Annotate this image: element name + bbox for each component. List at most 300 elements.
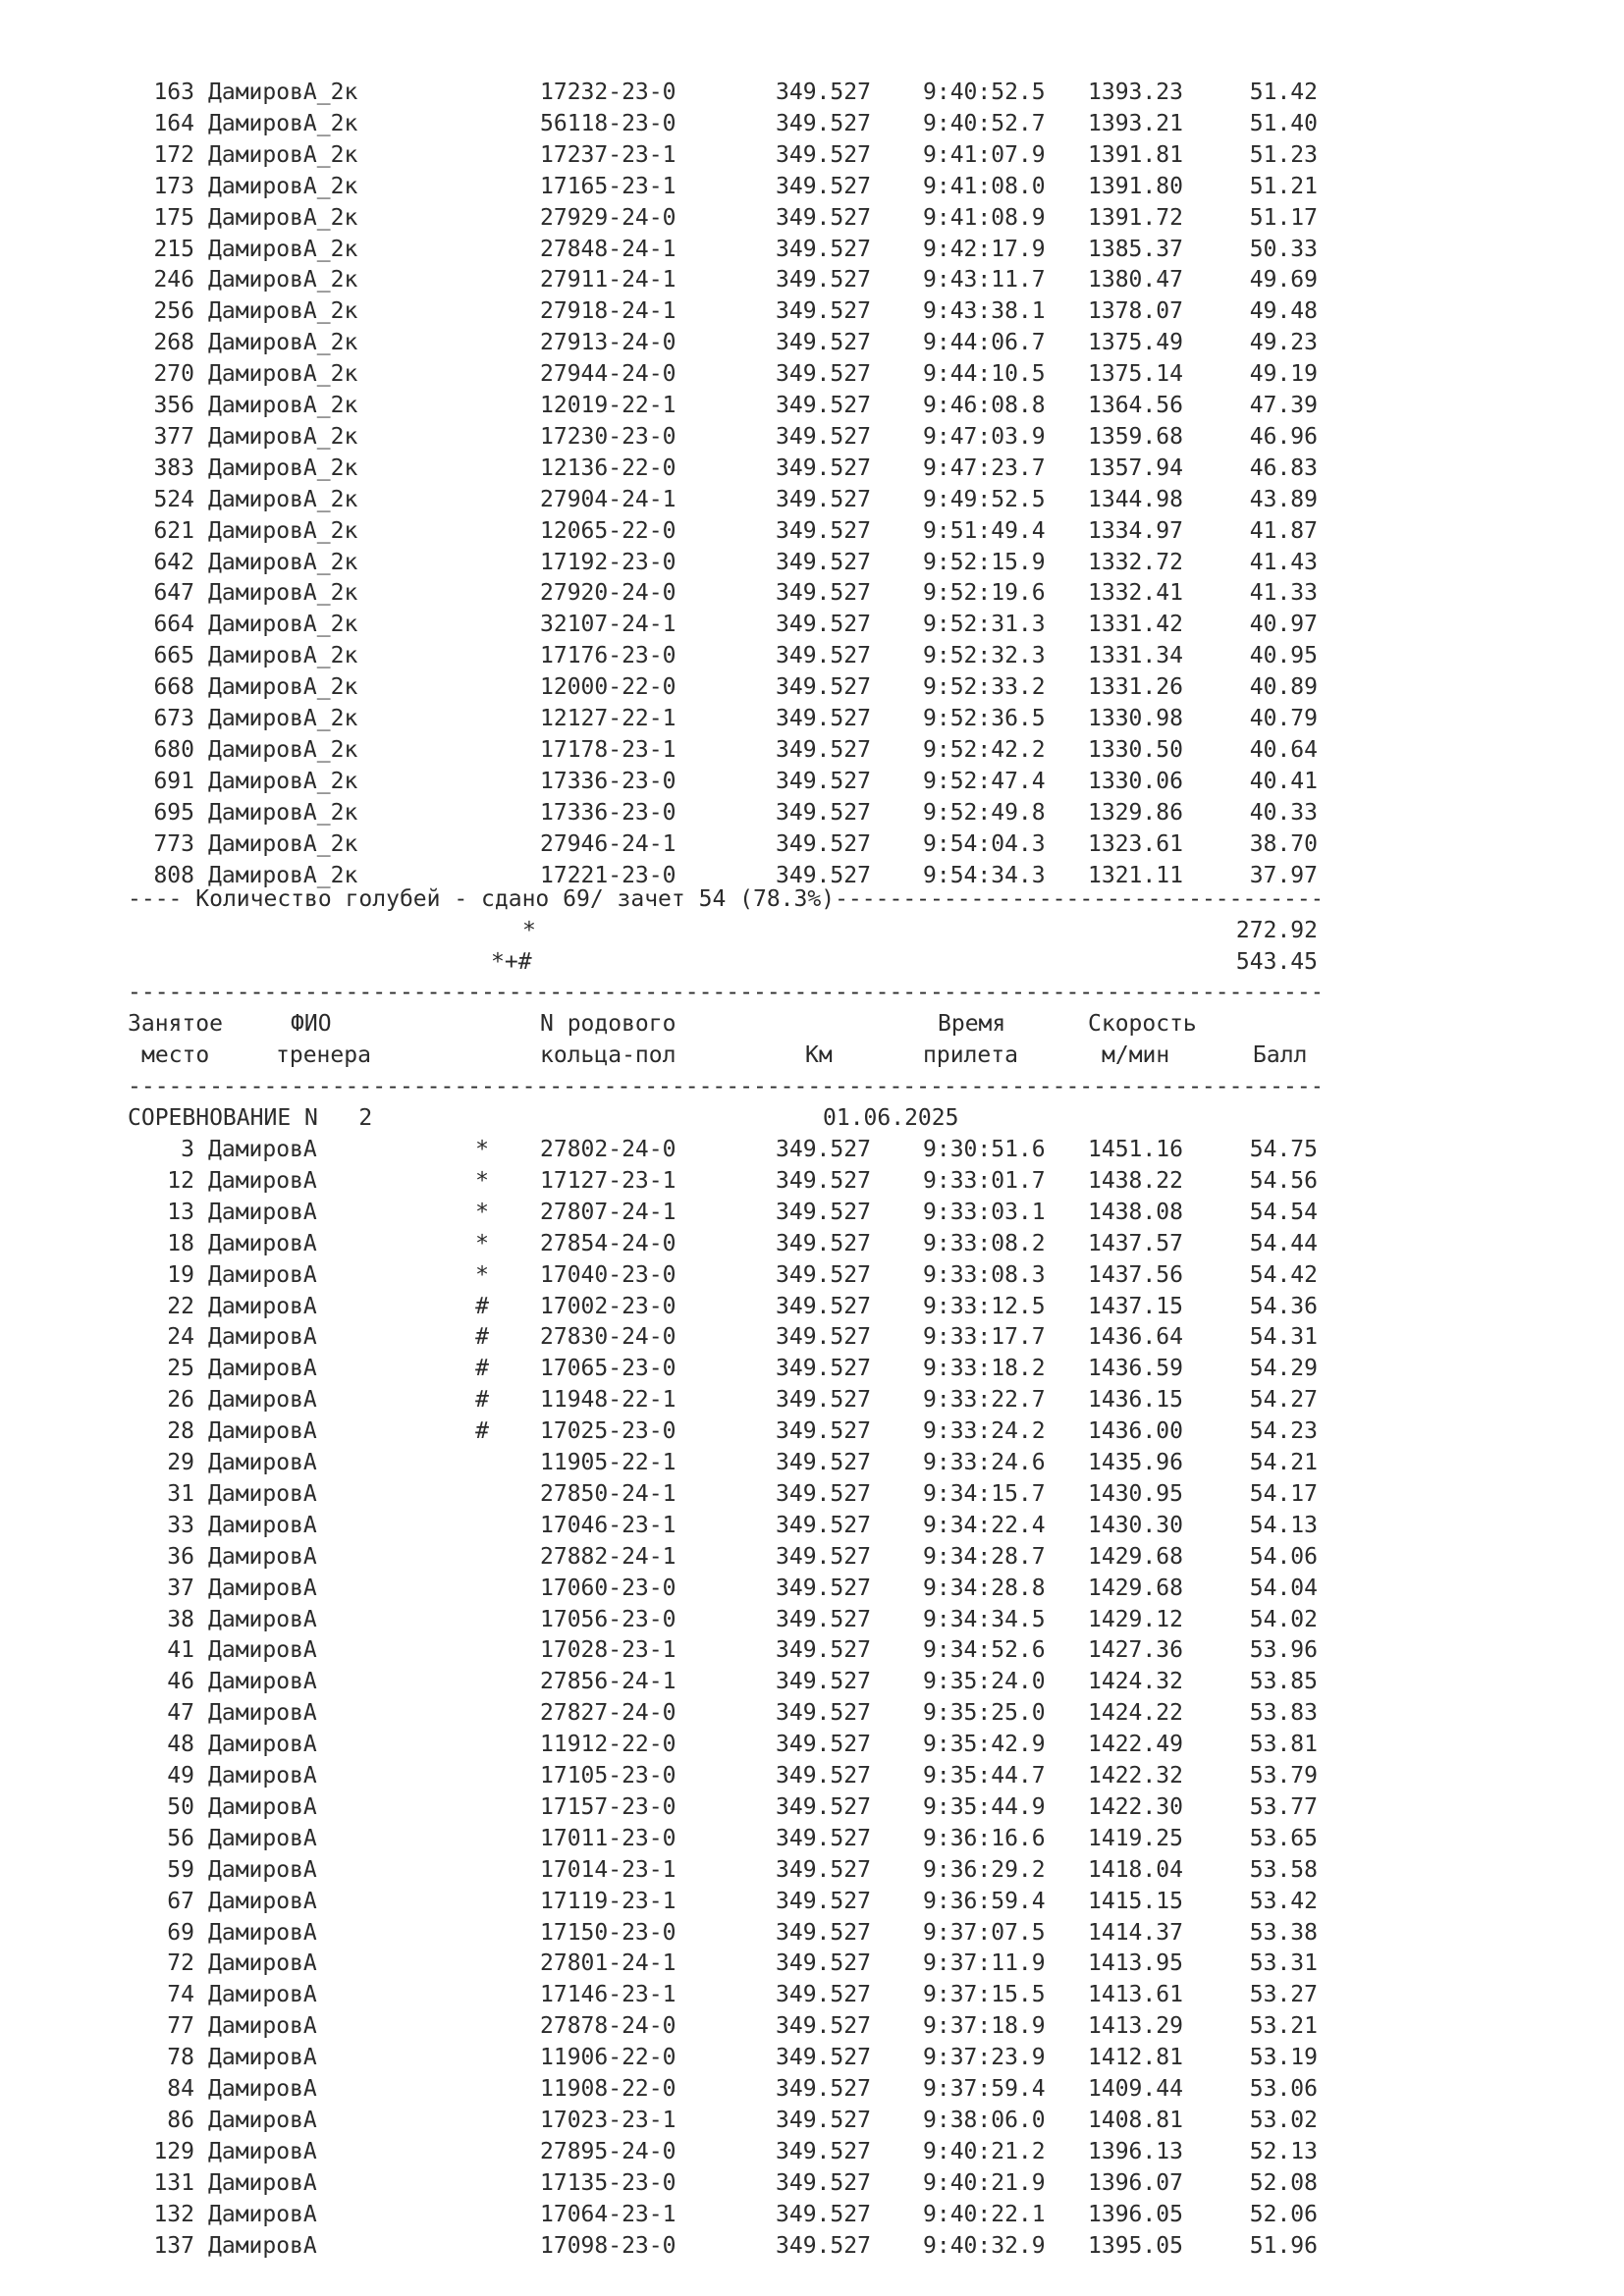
arrival-time-cell: 9:33:18.2 [923, 1356, 1046, 1382]
speed-cell: 1436.59 [1088, 1356, 1183, 1382]
trainer-cell: ДамировА [208, 1418, 317, 1445]
arrival-time-cell: 9:46:08.8 [923, 393, 1046, 418]
distance-cell: 349.527 [776, 2138, 871, 2164]
score-cell: 53.19 [1249, 2045, 1318, 2071]
mark-cell: # [475, 1293, 489, 1319]
score-cell: 40.33 [1249, 799, 1318, 826]
ring-number-cell: 27911-24-1 [540, 267, 677, 294]
score-cell: 41.87 [1249, 517, 1318, 544]
score-cell: 52.06 [1249, 2201, 1318, 2227]
score-cell: 54.23 [1249, 1418, 1318, 1445]
table-row [0, 1291, 1624, 1322]
table-row [0, 295, 1624, 327]
score-cell: 51.21 [1249, 173, 1318, 199]
speed-cell: 1438.22 [1088, 1167, 1183, 1194]
speed-cell: 1332.72 [1088, 549, 1183, 575]
place-cell: 48 [167, 1732, 194, 1758]
total-mark: * [522, 918, 536, 943]
distance-cell: 349.527 [776, 799, 871, 826]
speed-cell: 1437.57 [1088, 1230, 1183, 1256]
trainer-cell: ДамировА [208, 1700, 317, 1727]
trainer-cell: ДамировА [208, 1167, 317, 1194]
score-cell: 53.81 [1249, 1732, 1318, 1758]
speed-cell: 1330.06 [1088, 768, 1183, 794]
ring-number-cell: 27850-24-1 [540, 1480, 677, 1507]
distance-cell: 349.527 [776, 2107, 871, 2133]
speed-cell: 1380.47 [1088, 267, 1183, 294]
total-row-combined [0, 946, 1624, 978]
place-cell: 24 [167, 1324, 194, 1351]
ring-number-cell: 17232-23-0 [540, 80, 677, 105]
place-cell: 673 [153, 706, 194, 731]
ring-number-cell: 27878-24-0 [540, 2013, 677, 2040]
ring-number-cell: 17336-23-0 [540, 768, 677, 794]
distance-cell: 349.527 [776, 643, 871, 669]
trainer-cell: ДамировА [208, 2232, 317, 2259]
table-row [0, 609, 1624, 640]
arrival-time-cell: 9:33:24.2 [923, 1418, 1046, 1445]
ring-number-cell: 17178-23-1 [540, 736, 677, 763]
arrival-time-cell: 9:52:19.6 [923, 580, 1046, 607]
arrival-time-cell: 9:40:21.9 [923, 2169, 1046, 2196]
ring-number-cell: 17065-23-0 [540, 1356, 677, 1382]
distance-cell: 349.527 [776, 298, 871, 325]
speed-cell: 1430.30 [1088, 1512, 1183, 1538]
speed-cell: 1323.61 [1088, 830, 1183, 857]
trainer-cell: ДамировА [208, 1982, 317, 2008]
divider [128, 1071, 1320, 1102]
arrival-time-cell: 9:33:01.7 [923, 1167, 1046, 1194]
speed-cell: 1375.49 [1088, 330, 1183, 356]
place-cell: 38 [167, 1606, 194, 1632]
ring-number-cell: 56118-23-0 [540, 110, 677, 136]
speed-cell: 1427.36 [1088, 1637, 1183, 1664]
ring-number-cell: 17192-23-0 [540, 549, 677, 575]
speed-cell: 1424.32 [1088, 1669, 1183, 1695]
table-row [0, 358, 1624, 390]
score-cell: 51.40 [1249, 110, 1318, 136]
trainer-cell: ДамировА_2к [208, 330, 358, 356]
speed-cell: 1334.97 [1088, 517, 1183, 544]
table-row [0, 640, 1624, 671]
distance-cell: 349.527 [776, 173, 871, 199]
distance-cell: 349.527 [776, 768, 871, 794]
table-row [0, 2230, 1624, 2262]
table-row [0, 484, 1624, 515]
distance-cell: 349.527 [776, 674, 871, 701]
table-row [0, 1917, 1624, 1949]
arrival-time-cell: 9:37:11.9 [923, 1950, 1046, 1977]
arrival-time-cell: 9:54:04.3 [923, 830, 1046, 857]
ring-number-cell: 17221-23-0 [540, 862, 677, 888]
table-row [0, 202, 1624, 234]
score-cell: 41.33 [1249, 580, 1318, 607]
header-speed-1: Скорость [1088, 1011, 1197, 1037]
place-cell: 12 [167, 1167, 194, 1194]
speed-cell: 1396.07 [1088, 2169, 1183, 2196]
speed-cell: 1429.68 [1088, 1575, 1183, 1601]
trainer-cell: ДамировА_2к [208, 768, 358, 794]
score-cell: 54.29 [1249, 1356, 1318, 1382]
score-cell: 49.69 [1249, 267, 1318, 294]
speed-cell: 1437.15 [1088, 1293, 1183, 1319]
speed-cell: 1396.13 [1088, 2138, 1183, 2164]
trainer-cell: ДамировА_2к [208, 267, 358, 294]
speed-cell: 1331.42 [1088, 612, 1183, 638]
score-cell: 37.97 [1249, 862, 1318, 888]
table-row [0, 1259, 1624, 1291]
mark-cell: # [475, 1356, 489, 1382]
trainer-cell: ДамировА_2к [208, 486, 358, 512]
score-cell: 53.77 [1249, 1793, 1318, 1820]
place-cell: 41 [167, 1637, 194, 1664]
summary-lead-dashes: ---- [128, 886, 196, 912]
speed-cell: 1391.72 [1088, 204, 1183, 231]
place-cell: 137 [153, 2232, 194, 2259]
arrival-time-cell: 9:47:23.7 [923, 454, 1046, 481]
speed-cell: 1330.98 [1088, 706, 1183, 731]
arrival-time-cell: 9:35:24.0 [923, 1669, 1046, 1695]
distance-cell: 349.527 [776, 517, 871, 544]
trainer-cell: ДамировА_2к [208, 580, 358, 607]
arrival-time-cell: 9:33:08.2 [923, 1230, 1046, 1256]
ring-number-cell: 11948-22-1 [540, 1387, 677, 1414]
distance-cell: 349.527 [776, 1825, 871, 1851]
place-cell: 22 [167, 1293, 194, 1319]
ring-number-cell: 12127-22-1 [540, 706, 677, 731]
trainer-cell: ДамировА_2к [208, 612, 358, 638]
place-cell: 36 [167, 1543, 194, 1570]
score-cell: 53.27 [1249, 1982, 1318, 2008]
score-cell: 40.95 [1249, 643, 1318, 669]
ring-number-cell: 27802-24-0 [540, 1137, 677, 1162]
arrival-time-cell: 9:44:10.5 [923, 361, 1046, 388]
table-row [0, 1604, 1624, 1635]
table-row [0, 515, 1624, 547]
distance-cell: 349.527 [776, 1982, 871, 2008]
distance-cell: 349.527 [776, 1480, 871, 1507]
score-cell: 54.17 [1249, 1480, 1318, 1507]
trainer-cell: ДамировА [208, 1543, 317, 1570]
score-cell: 53.06 [1249, 2076, 1318, 2102]
score-cell: 53.85 [1249, 1669, 1318, 1695]
header-trainer-2: тренера [276, 1042, 371, 1068]
place-cell: 163 [153, 80, 194, 105]
table-row [0, 1823, 1624, 1854]
trainer-cell: ДамировА [208, 1825, 317, 1851]
distance-cell: 349.527 [776, 1793, 871, 1820]
distance-cell: 349.527 [776, 1606, 871, 1632]
speed-cell: 1413.29 [1088, 2013, 1183, 2040]
distance-cell: 349.527 [776, 80, 871, 105]
arrival-time-cell: 9:35:42.9 [923, 1732, 1046, 1758]
arrival-time-cell: 9:33:24.6 [923, 1450, 1046, 1475]
ring-number-cell: 27929-24-0 [540, 204, 677, 231]
place-cell: 3 [181, 1137, 194, 1162]
place-cell: 268 [153, 330, 194, 356]
distance-cell: 349.527 [776, 1856, 871, 1883]
mark-cell: * [475, 1199, 489, 1225]
score-cell: 51.96 [1249, 2232, 1318, 2259]
place-cell: 29 [167, 1450, 194, 1475]
speed-cell: 1391.80 [1088, 173, 1183, 199]
speed-cell: 1408.81 [1088, 2107, 1183, 2133]
header-place-1: Занятое [128, 1011, 223, 1037]
header-ring-2: кольца-пол [540, 1042, 677, 1068]
score-cell: 53.58 [1249, 1856, 1318, 1883]
score-cell: 53.83 [1249, 1700, 1318, 1727]
arrival-time-cell: 9:52:33.2 [923, 674, 1046, 701]
mark-cell: # [475, 1418, 489, 1445]
table-row [0, 734, 1624, 766]
score-cell: 38.70 [1249, 830, 1318, 857]
speed-cell: 1419.25 [1088, 1825, 1183, 1851]
ring-number-cell: 27827-24-0 [540, 1700, 677, 1727]
distance-cell: 349.527 [776, 204, 871, 231]
table-row [0, 1948, 1624, 1979]
trainer-cell: ДамировА_2к [208, 830, 358, 857]
place-cell: 49 [167, 1763, 194, 1789]
trainer-cell: ДамировА_2к [208, 361, 358, 388]
place-cell: 647 [153, 580, 194, 607]
arrival-time-cell: 9:40:32.9 [923, 2232, 1046, 2259]
table-row [0, 1697, 1624, 1729]
speed-cell: 1415.15 [1088, 1888, 1183, 1914]
place-cell: 129 [153, 2138, 194, 2164]
distance-cell: 349.527 [776, 1950, 871, 1977]
place-cell: 175 [153, 204, 194, 231]
table-row [0, 1228, 1624, 1259]
pigeon-count-summary [128, 883, 1320, 915]
place-cell: 664 [153, 612, 194, 638]
score-cell: 40.64 [1249, 736, 1318, 763]
ring-number-cell: 17040-23-0 [540, 1261, 677, 1288]
place-cell: 77 [167, 2013, 194, 2040]
ring-number-cell: 17060-23-0 [540, 1575, 677, 1601]
trainer-cell: ДамировА_2к [208, 862, 358, 888]
trainer-cell: ДамировА [208, 1732, 317, 1758]
score-cell: 54.42 [1249, 1261, 1318, 1288]
place-cell: 47 [167, 1700, 194, 1727]
ring-number-cell: 27944-24-0 [540, 361, 677, 388]
score-cell: 40.41 [1249, 768, 1318, 794]
speed-cell: 1412.81 [1088, 2045, 1183, 2071]
arrival-time-cell: 9:33:08.3 [923, 1261, 1046, 1288]
table-row [0, 453, 1624, 484]
distance-cell: 349.527 [776, 580, 871, 607]
score-cell: 53.38 [1249, 1919, 1318, 1946]
score-cell: 54.31 [1249, 1324, 1318, 1351]
score-cell: 54.06 [1249, 1543, 1318, 1570]
arrival-time-cell: 9:51:49.4 [923, 517, 1046, 544]
place-cell: 72 [167, 1950, 194, 1977]
speed-cell: 1429.68 [1088, 1543, 1183, 1570]
score-cell: 49.48 [1249, 298, 1318, 325]
arrival-time-cell: 9:33:22.7 [923, 1387, 1046, 1414]
score-cell: 49.23 [1249, 330, 1318, 356]
distance-cell: 349.527 [776, 612, 871, 638]
table-row [0, 2105, 1624, 2136]
speed-cell: 1430.95 [1088, 1480, 1183, 1507]
distance-cell: 349.527 [776, 1293, 871, 1319]
trainer-cell: ДамировА_2к [208, 799, 358, 826]
distance-cell: 349.527 [776, 267, 871, 294]
place-cell: 524 [153, 486, 194, 512]
speed-cell: 1393.21 [1088, 110, 1183, 136]
distance-cell: 349.527 [776, 736, 871, 763]
trainer-cell: ДамировА [208, 1324, 317, 1351]
trainer-cell: ДамировА [208, 1856, 317, 1883]
distance-cell: 349.527 [776, 862, 871, 888]
trainer-cell: ДамировА [208, 1950, 317, 1977]
table-row [0, 1573, 1624, 1604]
speed-cell: 1414.37 [1088, 1919, 1183, 1946]
arrival-time-cell: 9:43:11.7 [923, 267, 1046, 294]
arrival-time-cell: 9:30:51.6 [923, 1137, 1046, 1162]
distance-cell: 349.527 [776, 1230, 871, 1256]
place-cell: 668 [153, 674, 194, 701]
speed-cell: 1422.32 [1088, 1763, 1183, 1789]
table-row [0, 2042, 1624, 2073]
total-mark: *+# [491, 949, 532, 975]
speed-cell: 1331.26 [1088, 674, 1183, 701]
score-cell: 53.02 [1249, 2107, 1318, 2133]
mark-cell: * [475, 1230, 489, 1256]
distance-cell: 349.527 [776, 1512, 871, 1538]
arrival-time-cell: 9:41:08.9 [923, 204, 1046, 231]
ring-number-cell: 17098-23-0 [540, 2232, 677, 2259]
header-place-2: место [141, 1042, 210, 1068]
table-row [0, 2136, 1624, 2167]
trainer-cell: ДамировА [208, 1512, 317, 1538]
speed-cell: 1359.68 [1088, 423, 1183, 450]
place-cell: 19 [167, 1261, 194, 1288]
total-row-star [0, 915, 1624, 946]
mark-cell: * [475, 1167, 489, 1194]
header-trainer-1: ФИО [291, 1011, 332, 1037]
mark-cell: * [475, 1261, 489, 1288]
distance-cell: 349.527 [776, 1763, 871, 1789]
speed-cell: 1332.41 [1088, 580, 1183, 607]
arrival-time-cell: 9:52:49.8 [923, 799, 1046, 826]
speed-cell: 1330.50 [1088, 736, 1183, 763]
distance-cell: 349.527 [776, 1324, 871, 1351]
score-cell: 53.31 [1249, 1950, 1318, 1977]
trainer-cell: ДамировА_2к [208, 517, 358, 544]
place-cell: 78 [167, 2045, 194, 2071]
place-cell: 26 [167, 1387, 194, 1414]
mark-cell: # [475, 1324, 489, 1351]
speed-cell: 1413.61 [1088, 1982, 1183, 2008]
arrival-time-cell: 9:37:23.9 [923, 2045, 1046, 2071]
arrival-time-cell: 9:34:28.7 [923, 1543, 1046, 1570]
distance-cell: 349.527 [776, 2013, 871, 2040]
score-cell: 46.83 [1249, 454, 1318, 481]
table-row [0, 1321, 1624, 1353]
table-row [0, 1979, 1624, 2010]
trainer-cell: ДамировА [208, 1793, 317, 1820]
table-row [0, 1478, 1624, 1510]
place-cell: 84 [167, 2076, 194, 2102]
score-cell: 51.42 [1249, 80, 1318, 105]
place-cell: 665 [153, 643, 194, 669]
ring-number-cell: 17127-23-1 [540, 1167, 677, 1194]
trainer-cell: ДамировА [208, 1356, 317, 1382]
ring-number-cell: 27882-24-1 [540, 1543, 677, 1570]
trainer-cell: ДамировА [208, 2076, 317, 2102]
distance-cell: 349.527 [776, 2045, 871, 2071]
arrival-time-cell: 9:33:12.5 [923, 1293, 1046, 1319]
table-row [0, 1384, 1624, 1415]
place-cell: 50 [167, 1793, 194, 1820]
trainer-cell: ДамировА [208, 1137, 317, 1162]
trainer-cell: ДамировА [208, 1387, 317, 1414]
distance-cell: 349.527 [776, 1356, 871, 1382]
ring-number-cell: 27946-24-1 [540, 830, 677, 857]
header-time-1: Время [938, 1011, 1006, 1037]
ring-number-cell: 27801-24-1 [540, 1950, 677, 1977]
ring-number-cell: 27854-24-0 [540, 1230, 677, 1256]
distance-cell: 349.527 [776, 1732, 871, 1758]
distance-cell: 349.527 [776, 330, 871, 356]
arrival-time-cell: 9:36:16.6 [923, 1825, 1046, 1851]
speed-cell: 1436.00 [1088, 1418, 1183, 1445]
place-cell: 28 [167, 1418, 194, 1445]
trainer-cell: ДамировА [208, 2201, 317, 2227]
place-cell: 215 [153, 236, 194, 262]
ring-number-cell: 17146-23-1 [540, 1982, 677, 2008]
score-cell: 46.96 [1249, 423, 1318, 450]
trainer-cell: ДамировА [208, 1293, 317, 1319]
speed-cell: 1437.56 [1088, 1261, 1183, 1288]
score-cell: 54.54 [1249, 1199, 1318, 1225]
arrival-time-cell: 9:40:22.1 [923, 2201, 1046, 2227]
arrival-time-cell: 9:34:52.6 [923, 1637, 1046, 1664]
score-cell: 53.42 [1249, 1888, 1318, 1914]
distance-cell: 349.527 [776, 2201, 871, 2227]
place-cell: 256 [153, 298, 194, 325]
arrival-time-cell: 9:34:34.5 [923, 1606, 1046, 1632]
summary-trailing-dashes [835, 883, 1320, 915]
ring-number-cell: 17176-23-0 [540, 643, 677, 669]
trainer-cell: ДамировА [208, 1261, 317, 1288]
table-row [0, 1760, 1624, 1791]
score-cell: 52.08 [1249, 2169, 1318, 2196]
distance-cell: 349.527 [776, 2232, 871, 2259]
ring-number-cell: 17028-23-1 [540, 1637, 677, 1664]
table-row [0, 2010, 1624, 2042]
competition-heading [0, 1102, 1624, 1134]
trainer-cell: ДамировА [208, 1199, 317, 1225]
table-row [0, 390, 1624, 421]
ring-number-cell: 27830-24-0 [540, 1324, 677, 1351]
score-cell: 43.89 [1249, 486, 1318, 512]
score-cell: 49.19 [1249, 361, 1318, 388]
trainer-cell: ДамировА [208, 2138, 317, 2164]
place-cell: 691 [153, 768, 194, 794]
ring-number-cell: 17119-23-1 [540, 1888, 677, 1914]
place-cell: 37 [167, 1575, 194, 1601]
score-cell: 52.13 [1249, 2138, 1318, 2164]
speed-cell: 1429.12 [1088, 1606, 1183, 1632]
trainer-cell: ДамировА [208, 1669, 317, 1695]
score-cell: 54.75 [1249, 1137, 1318, 1162]
table-row [0, 1510, 1624, 1541]
place-cell: 46 [167, 1669, 194, 1695]
distance-cell: 349.527 [776, 830, 871, 857]
place-cell: 56 [167, 1825, 194, 1851]
trainer-cell: ДамировА_2к [208, 173, 358, 199]
